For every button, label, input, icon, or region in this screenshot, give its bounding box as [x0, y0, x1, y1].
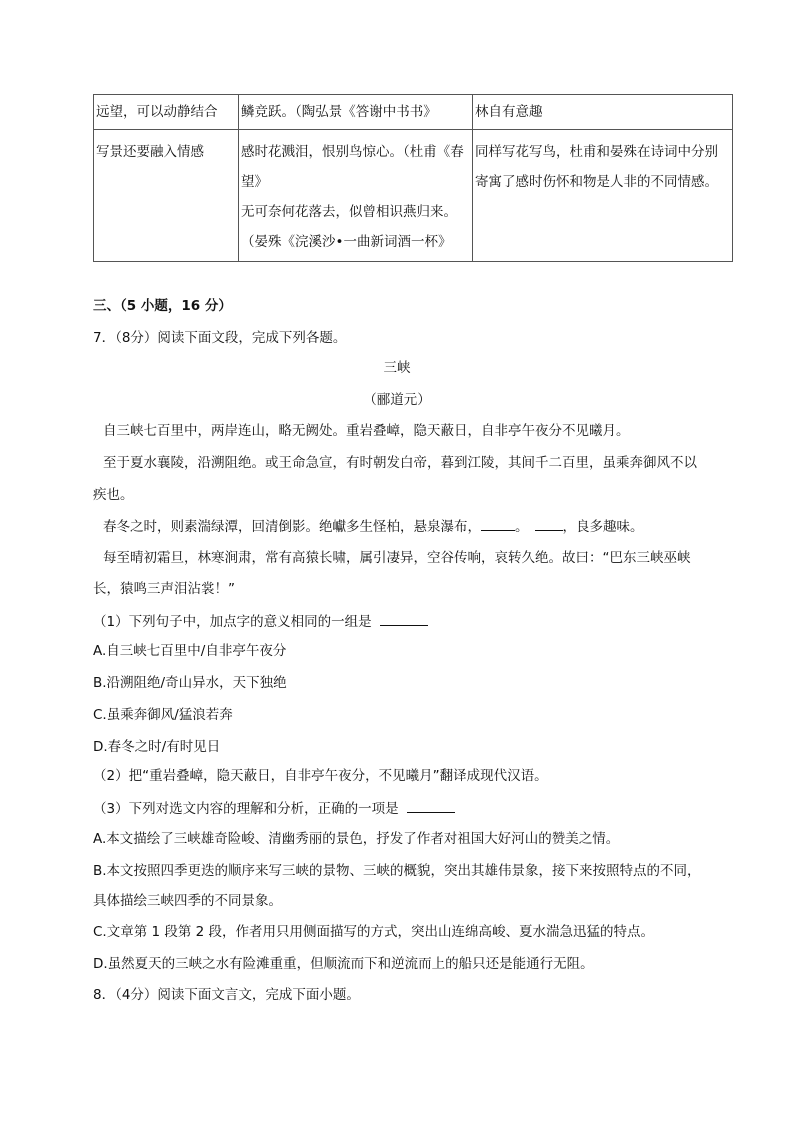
- option-c: C.虽乘奔御风/猛浪若奔: [93, 707, 233, 723]
- comparison-table: [93, 94, 733, 262]
- passage-paragraph-2: 至于夏水襄陵，沿溯阻绝。或王命急宣，有时朝发白帝，暮到江陵，其间千二百里，虽乘奔御风不以: [103, 455, 697, 471]
- table-cell-line: 感时花溅泪，恨别鸟惊心。（杜甫《春: [241, 144, 464, 160]
- option-d: D.虽然夏天的三峡之水有险滩重重，但顺流而下和逆流而上的船只还是能通行无阻。: [93, 956, 594, 972]
- passage-paragraph-1: 自三峡七百里中，两岸连山，略无阙处。重岩叠嶂，隐天蔽日，自非亭午夜分不见曦月。: [103, 423, 630, 439]
- option-c: C.文章第 1 段第 2 段，作者用只用侧面描写的方式，突出山连绵高峻、夏水湍急迅猛的特点。: [93, 924, 655, 940]
- sub-question-2: （2）把“重岩叠嶂，隐天蔽日，自非亭午夜分，不见曦月”翻译成现代汉语。: [93, 768, 548, 784]
- sub-question-1: [93, 611, 428, 632]
- table-cell: 林自有意趣: [473, 95, 733, 130]
- section-heading: 三、（5 小题，16 分）: [93, 298, 232, 314]
- table-cell: 写景还要融入情感: [94, 130, 239, 262]
- option-a: A.本文描绘了三峡雄奇险峻、清幽秀丽的景色，抒发了作者对祖国大好河山的赞美之情。: [93, 831, 620, 847]
- answer-blank[interactable]: [380, 611, 428, 626]
- table-cell-line: 无可奈何花落去，似曾相识燕归来。: [241, 204, 457, 220]
- table-cell-line: （晏殊《浣溪沙•一曲新词酒一杯》: [241, 234, 452, 250]
- option-a: A.自三峡七百里中/自非亭午夜分: [93, 643, 287, 659]
- option-b-cont: 具体描绘三峡四季的不同景象。: [93, 893, 282, 909]
- sub-question-3: [93, 798, 455, 819]
- option-d: D.春冬之时/有时见日: [93, 739, 221, 755]
- passage-paragraph-4: 每至晴初霜旦，林寒涧肃，常有高猿长啸，属引凄异，空谷传响，哀转久绝。故曰：“巴东三峡巫峡: [103, 550, 691, 566]
- table-cell: 鳞竞跃。（陶弘景《答谢中书书》: [239, 95, 473, 130]
- option-b: B.本文按照四季更迭的顺序来写三峡的景物、三峡的概貌，突出其雄伟景象，接下来按照特点的不同，: [93, 863, 701, 879]
- sub-question-text: （1）下列句子中，加点字的意义相同的一组是: [93, 614, 372, 630]
- table-row: [94, 95, 733, 130]
- question-7-stem: 7．（8分）阅读下面文段，完成下列各题。: [93, 330, 347, 346]
- option-b: B.沿溯阻绝/奇山异水，天下独绝: [93, 675, 287, 691]
- passage-text: ，良多趣味。: [562, 519, 644, 535]
- passage-text: 春冬之时，则素湍绿潭，回清倒影。绝巘多生怪柏，悬泉瀑布，: [103, 519, 481, 535]
- answer-blank[interactable]: [407, 798, 455, 813]
- table-cell: 远望，可以动静结合: [94, 95, 239, 130]
- passage-paragraph-2-cont: 疾也。: [93, 487, 134, 503]
- passage-text: 。: [515, 519, 529, 535]
- sub-question-text: （3）下列对选文内容的理解和分析，正确的一项是: [93, 801, 399, 817]
- table-row: [94, 130, 733, 262]
- question-8-stem: 8．（4分）阅读下面文言文，完成下面小题。: [93, 987, 360, 1003]
- table-cell-line: 同样写花写鸟，杜甫和晏殊在诗词中分别: [475, 144, 718, 160]
- passage-paragraph-3: [103, 516, 644, 537]
- passage-paragraph-4-cont: 长，猿鸣三声泪沾裳！”: [93, 581, 235, 597]
- table-cell-line: 寄寓了感时伤怀和物是人非的不同情感。: [475, 174, 718, 190]
- table-cell-line: 望》: [241, 174, 268, 190]
- table-cell: [473, 130, 733, 262]
- passage-title: 三峡: [383, 360, 411, 376]
- table-cell: [239, 130, 473, 262]
- fill-blank-2[interactable]: [535, 516, 563, 531]
- passage-author: （郦道元）: [363, 392, 431, 408]
- fill-blank-1[interactable]: [481, 516, 515, 531]
